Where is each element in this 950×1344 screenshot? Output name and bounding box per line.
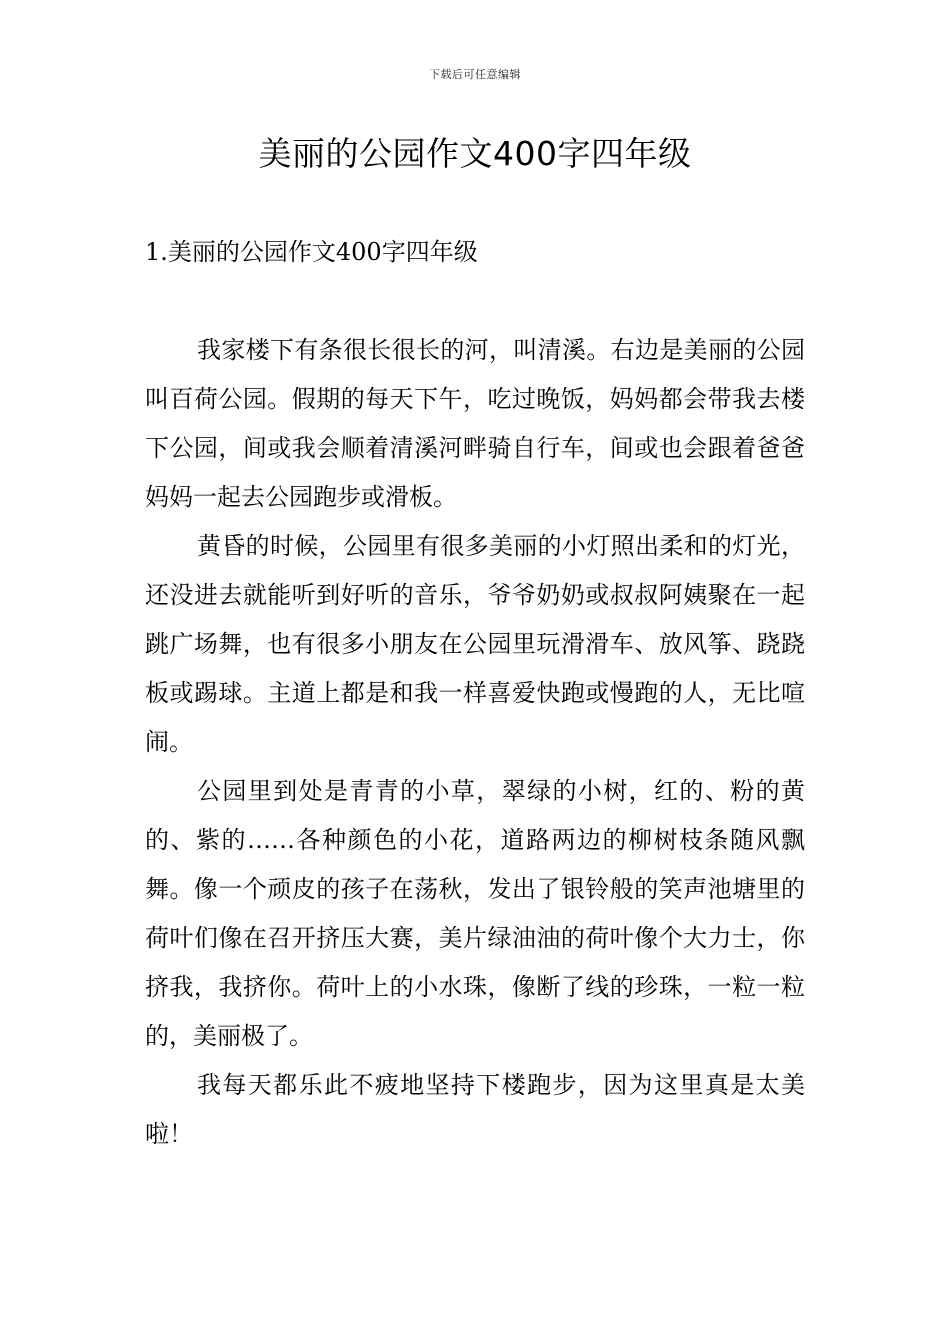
paragraph-4: 我每天都乐此不疲地坚持下楼跑步，因为这里真是太美啦！ bbox=[145, 1071, 805, 1148]
paragraph-2: 黄昏的时候，公园里有很多美丽的小灯照出柔和的灯光，还没进去就能听到好听的音乐，爷爷奶奶或叔叔阿姨聚在一起跳广场舞，也有很多小朋友在公园里玩滑滑车、放风筝、跷跷板或踢球。主道上都是和我一样喜爱快跑或慢跑的人，无比喧闹。 bbox=[145, 532, 805, 756]
paragraph-3: 公园里到处是青青的小草，翠绿的小树，红的、粉的黄的、紫的……各种颜色的小花，道路两边的柳树枝条随风飘舞。像一个顽皮的孩子在荡秋，发出了银铃般的笑声池塘里的荷叶们像在召开挤压大赛，美片绿油油的荷叶像个大力士，你挤我，我挤你。荷叶上的小水珠，像断了线的珍珠，一粒一粒的，美丽极了。 bbox=[145, 777, 805, 1050]
section-heading: 1.美丽的公园作文400字四年级 bbox=[145, 238, 478, 266]
article-body bbox=[145, 326, 805, 1159]
paragraph-1: 我家楼下有条很长很长的河，叫清溪。右边是美丽的公园叫百荷公园。假期的每天下午，吃过晚饭，妈妈都会带我去楼下公园，间或我会顺着清溪河畔骑自行车，间或也会跟着爸爸妈妈一起去公园跑步或滑板。 bbox=[145, 336, 805, 511]
document-title: 美丽的公园作文400字四年级 bbox=[258, 134, 692, 173]
header-note: 下载后可任意编辑 bbox=[429, 68, 521, 81]
